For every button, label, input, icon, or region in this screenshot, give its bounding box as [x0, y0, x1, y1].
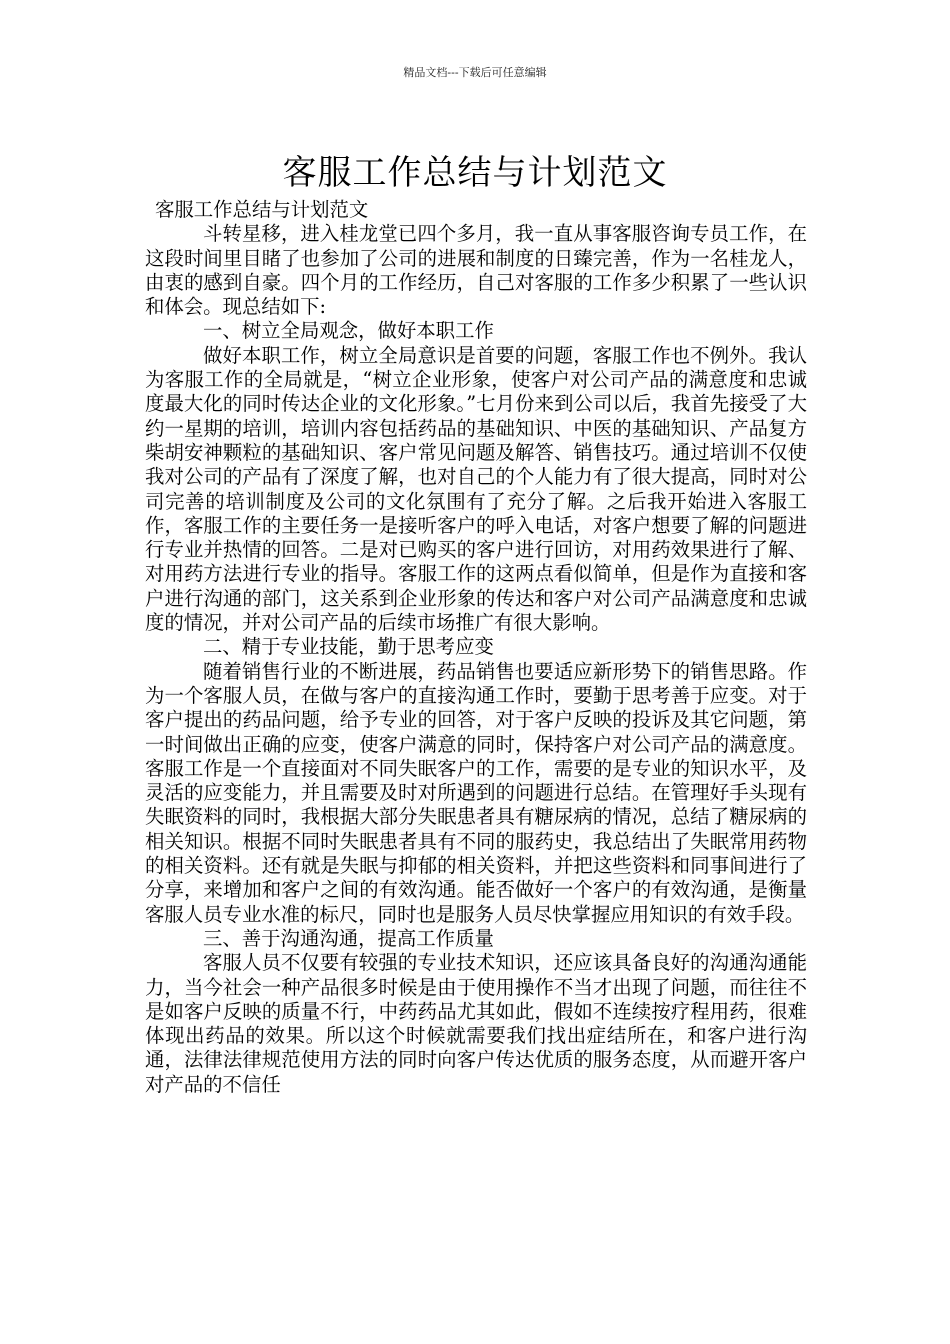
document-body [145, 198, 807, 1097]
section-paragraph-1: 做好本职工作，树立全局意识是首要的问题，客服工作也不例外。我认为客服工作的全局就是，“树立企业形象，使客户对公司产品的满意度和忠诚度最大化的同时传达企业的文化形象。”七月份来到公司以后，我首先接受了大约一星期的培训，培训内容包括药品的基础知识、中医的基础知识、产品复方柴胡安神颗粒的基础知识、客户常见问题及解答、销售技巧。通过培训不仅使我对公司的产品有了深度了解，也对自己的个人能力有了很大提高，同时对公司完善的培训制度及公司的文化氛围有了充分了解。之后我开始进入客服工作，客服工作的主要任务一是接听客户的呼入电话，对客户想要了解的问题进行专业并热情的回答。二是对已购买的客户进行回访，对用药效果进行了解、对用药方法进行专业的指导。客服工作的这两点看似简单，但是作为直接和客户进行沟通的部门，这关系到企业形象的传达和客户对公司产品满意度和忠诚度的情况，并对公司产品的后续市场推广有很大影响。 [145, 343, 807, 635]
intro-paragraph: 斗转星移，进入桂龙堂已四个多月，我一直从事客服咨询专员工作，在这段时间里目睹了也参加了公司的进展和制度的日臻完善，作为一名桂龙人，由衷的感到自豪。四个月的工作经历，自己对客服的工作多少积累了一些认识和体会。现总结如下: [145, 222, 807, 319]
page-header: 精品文档---下载后可任意编辑 [403, 66, 547, 79]
document-title: 客服工作总结与计划范文 [282, 152, 668, 193]
section-paragraph-2: 随着销售行业的不断进展，药品销售也要适应新形势下的销售思路。作为一个客服人员，在做与客户的直接沟通工作时，要勤于思考善于应变。对于客户提出的药品问题，给予专业的回答，对于客户反映的投诉及其它问题，第一时间做出正确的应变，使客户满意的同时，保持客户对公司产品的满意度。客服工作是一个直接面对不同失眠客户的工作，需要的是专业的知识水平，及灵活的应变能力，并且需要及时对所遇到的问题进行总结。在管理好手头现有失眠资料的同时，我根据大部分失眠患者具有糖尿病的情况，总结了糖尿病的相关知识。根据不同时失眠患者具有不同的服药史，我总结出了失眠常用药物的相关资料。还有就是失眠与抑郁的相关资料，并把这些资料和同事间进行了分享，来增加和客户之间的有效沟通。能否做好一个客户的有效沟通，是衡量客服人员专业水准的标尺，同时也是服务人员尽快掌握应用知识的有效手段。 [145, 659, 807, 926]
subtitle-paragraph: 客服工作总结与计划范文 [155, 198, 369, 221]
section-heading-2: 二、精于专业技能，勤于思考应变 [203, 635, 494, 659]
section-heading-3: 三、善于沟通沟通，提高工作质量 [203, 926, 494, 950]
section-paragraph-3: 客服人员不仅要有较强的专业技术知识，还应该具备良好的沟通沟通能力，当今社会一种产品很多时候是由于使用操作不当才出现了问题，而往往不是如客户反映的质量不行，中药药品尤其如此，假如不连续按疗程用药，很难体现出药品的效果。所以这个时候就需要我们找出症结所在，和客户进行沟通，法律法律规范使用方法的同时向客户传达优质的服务态度，从而避开客户对产品的不信任 [145, 951, 807, 1096]
section-heading-1: 一、树立全局观念，做好本职工作 [203, 319, 494, 343]
